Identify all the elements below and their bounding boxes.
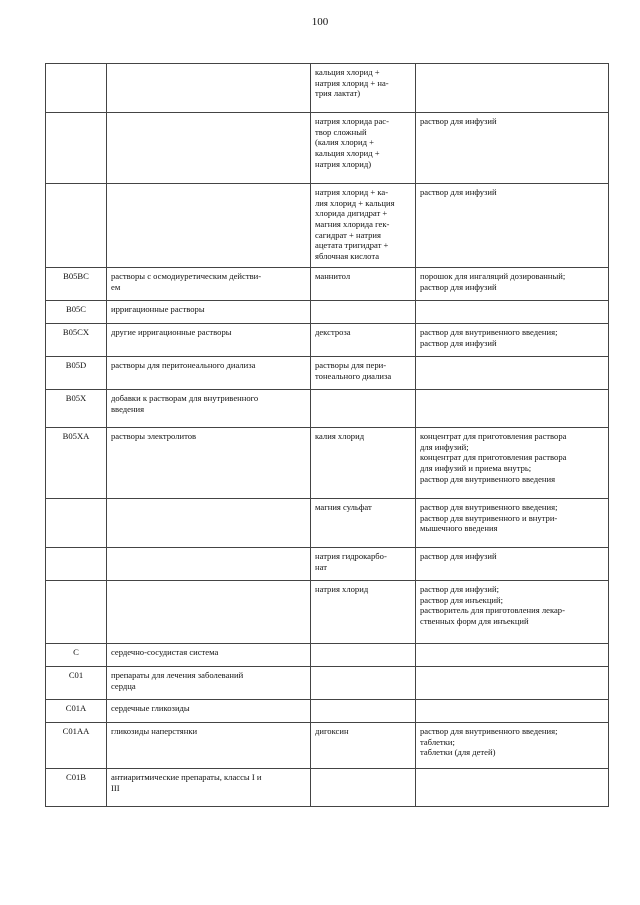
table-row bbox=[46, 581, 609, 644]
table-row bbox=[46, 301, 609, 324]
dosage-form-cell bbox=[416, 64, 609, 113]
group-name-cell: растворы электролитов bbox=[107, 428, 311, 499]
drug-name-cell bbox=[311, 644, 416, 667]
group-name-cell: ирригационные растворы bbox=[107, 301, 311, 324]
drug-name-cell: калия хлорид bbox=[311, 428, 416, 499]
dosage-form-cell: порошок для ингаляций дозированный; раствор для инфузий bbox=[416, 268, 609, 301]
table-row bbox=[46, 499, 609, 548]
table-row bbox=[46, 268, 609, 301]
atc-code-cell: C01AA bbox=[46, 723, 107, 769]
dosage-form-cell bbox=[416, 301, 609, 324]
table-row bbox=[46, 644, 609, 667]
atc-code-cell: C01 bbox=[46, 667, 107, 700]
group-name-cell bbox=[107, 184, 311, 268]
group-name-cell bbox=[107, 113, 311, 184]
group-name-cell: растворы с осмодиуретическим действи- ем bbox=[107, 268, 311, 301]
atc-code-cell bbox=[46, 499, 107, 548]
drug-name-cell: натрия хлорида рас- твор сложный (калия хлорид + кальция хлорид + натрия хлорид) bbox=[311, 113, 416, 184]
drug-name-cell: декстроза bbox=[311, 324, 416, 357]
drug-name-cell: натрия хлорид bbox=[311, 581, 416, 644]
group-name-cell: гликозиды наперстянки bbox=[107, 723, 311, 769]
atc-code-cell: B05C bbox=[46, 301, 107, 324]
group-name-cell: сердечные гликозиды bbox=[107, 700, 311, 723]
atc-code-cell: B05X bbox=[46, 390, 107, 428]
table-row bbox=[46, 723, 609, 769]
atc-code-cell: B05CX bbox=[46, 324, 107, 357]
table-row bbox=[46, 184, 609, 268]
dosage-form-cell bbox=[416, 390, 609, 428]
drug-name-cell: кальция хлорид + натрия хлорид + на- трия лактат) bbox=[311, 64, 416, 113]
drug-name-cell: натрия хлорид + ка- лия хлорид + кальция хлорида дигидрат + магния хлорида гек- сагидрат + натрия ацетата тригидрат + яблочная кислота bbox=[311, 184, 416, 268]
dosage-form-cell bbox=[416, 700, 609, 723]
table-row bbox=[46, 428, 609, 499]
dosage-form-cell bbox=[416, 357, 609, 390]
drug-name-cell: дигоксин bbox=[311, 723, 416, 769]
dosage-form-cell: концентрат для приготовления раствора для инфузий; концентрат для приготовления раствора для инфузий и приема внутрь; раствор для внутривенного введения bbox=[416, 428, 609, 499]
atc-code-cell bbox=[46, 548, 107, 581]
atc-code-cell: C01B bbox=[46, 769, 107, 807]
drug-name-cell: натрия гидрокарбо- нат bbox=[311, 548, 416, 581]
table-row bbox=[46, 324, 609, 357]
drug-name-cell bbox=[311, 301, 416, 324]
atc-code-cell bbox=[46, 184, 107, 268]
dosage-form-cell bbox=[416, 667, 609, 700]
drug-name-cell: магния сульфат bbox=[311, 499, 416, 548]
dosage-form-cell: раствор для внутривенного введения; раствор для инфузий bbox=[416, 324, 609, 357]
dosage-form-cell: раствор для инфузий; раствор для инъекций; растворитель для приготовления лекар- ственных форм для инъекций bbox=[416, 581, 609, 644]
group-name-cell: антиаритмические препараты, классы I и III bbox=[107, 769, 311, 807]
group-name-cell bbox=[107, 64, 311, 113]
table-row bbox=[46, 113, 609, 184]
group-name-cell: препараты для лечения заболеваний сердца bbox=[107, 667, 311, 700]
dosage-form-cell: раствор для внутривенного введения; раствор для внутривенного и внутри- мышечного введения bbox=[416, 499, 609, 548]
atc-code-cell: C bbox=[46, 644, 107, 667]
table-row bbox=[46, 357, 609, 390]
drug-name-cell bbox=[311, 700, 416, 723]
drug-name-cell: маннитол bbox=[311, 268, 416, 301]
dosage-form-cell: раствор для инфузий bbox=[416, 113, 609, 184]
dosage-form-cell: раствор для инфузий bbox=[416, 184, 609, 268]
group-name-cell: добавки к растворам для внутривенного введения bbox=[107, 390, 311, 428]
dosage-form-cell bbox=[416, 644, 609, 667]
drug-name-cell bbox=[311, 769, 416, 807]
atc-code-cell: B05XA bbox=[46, 428, 107, 499]
group-name-cell bbox=[107, 581, 311, 644]
group-name-cell: сердечно-сосудистая система bbox=[107, 644, 311, 667]
table-row bbox=[46, 700, 609, 723]
group-name-cell bbox=[107, 499, 311, 548]
table-row bbox=[46, 548, 609, 581]
group-name-cell: другие ирригационные растворы bbox=[107, 324, 311, 357]
atc-code-cell: C01A bbox=[46, 700, 107, 723]
atc-code-cell bbox=[46, 113, 107, 184]
drug-classification-table bbox=[45, 63, 609, 807]
atc-code-cell bbox=[46, 64, 107, 113]
group-name-cell: растворы для перитонеального диализа bbox=[107, 357, 311, 390]
atc-code-cell: B05BC bbox=[46, 268, 107, 301]
atc-code-cell: B05D bbox=[46, 357, 107, 390]
drug-name-cell bbox=[311, 667, 416, 700]
table-row bbox=[46, 390, 609, 428]
drug-name-cell: растворы для пери- тонеального диализа bbox=[311, 357, 416, 390]
group-name-cell bbox=[107, 548, 311, 581]
table-row bbox=[46, 769, 609, 807]
dosage-form-cell bbox=[416, 769, 609, 807]
dosage-form-cell: раствор для внутривенного введения; таблетки; таблетки (для детей) bbox=[416, 723, 609, 769]
table-row bbox=[46, 667, 609, 700]
table-body bbox=[46, 64, 609, 807]
table-row bbox=[46, 64, 609, 113]
page-number: 100 bbox=[311, 16, 329, 28]
drug-name-cell bbox=[311, 390, 416, 428]
atc-code-cell bbox=[46, 581, 107, 644]
dosage-form-cell: раствор для инфузий bbox=[416, 548, 609, 581]
